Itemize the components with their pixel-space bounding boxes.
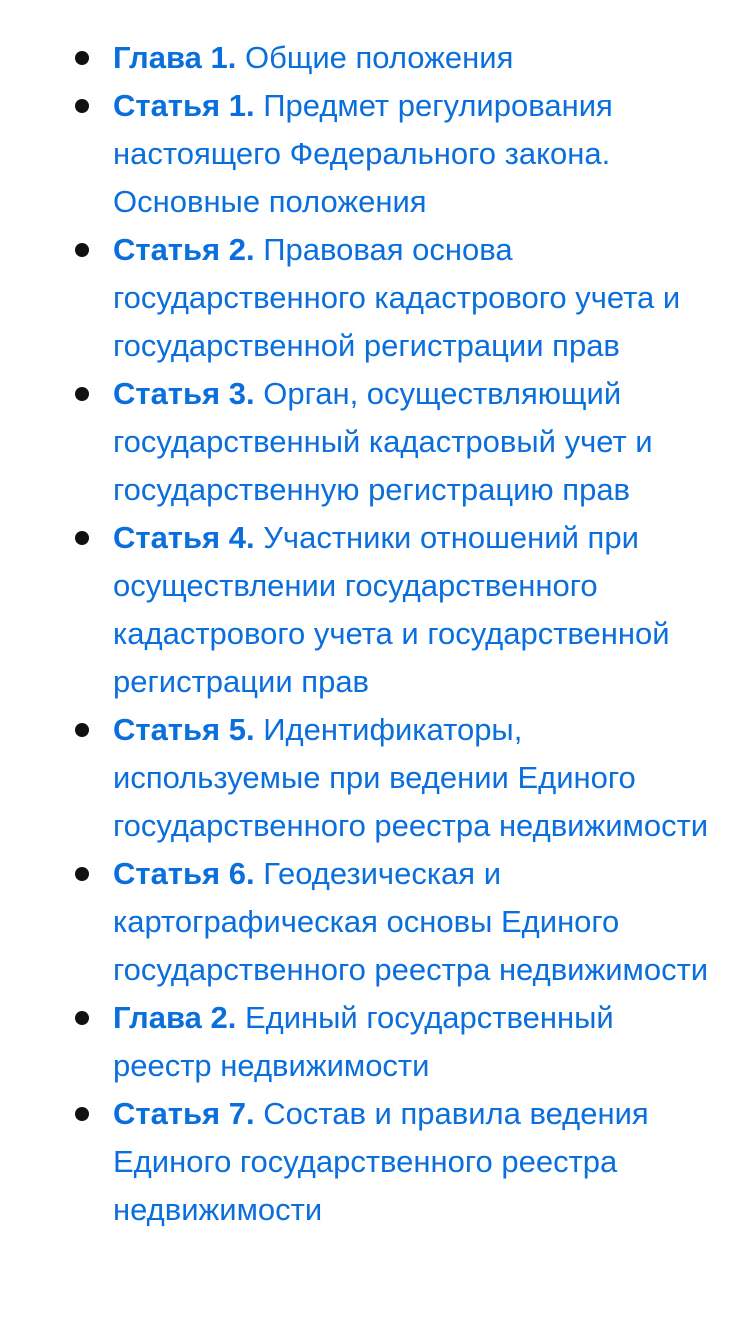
toc-item-article-7 (0, 1090, 750, 1234)
toc-item-title: Орган, осуществляющий государственный кадастровый учет и государственную регистрацию прав (113, 376, 653, 507)
toc-item-title: Предмет регулирования настоящего Федерального закона. Основные положения (113, 88, 613, 219)
bullet-icon (75, 51, 89, 65)
toc-item-article-4 (0, 514, 750, 706)
toc-item-title: Состав и правила ведения Единого государственного реестра недвижимости (113, 1096, 649, 1227)
bullet-icon (75, 243, 89, 257)
bullet-icon (75, 867, 89, 881)
toc-item-title: Общие положения (244, 40, 514, 75)
toc-item-label: Статья 4. (113, 520, 255, 555)
toc-item-label: Статья 7. (113, 1096, 255, 1131)
bullet-icon (75, 531, 89, 545)
toc-link-article-4[interactable] (113, 520, 670, 699)
toc-item-article-1 (0, 82, 750, 226)
toc-link-article-6[interactable] (113, 856, 708, 987)
bullet-icon (75, 1011, 89, 1025)
toc-item-label: Статья 5. (113, 712, 255, 747)
toc-item-title: Правовая основа государственного кадастрового учета и государственной регистрации прав (113, 232, 681, 363)
toc-link-chapter-2[interactable] (113, 1000, 614, 1083)
toc-item-chapter-2 (0, 994, 750, 1090)
toc-item-article-5 (0, 706, 750, 850)
toc-item-chapter-1 (0, 34, 750, 82)
toc-item-article-2 (0, 226, 750, 370)
toc-item-label: Статья 2. (113, 232, 255, 267)
toc-link-article-5[interactable] (113, 712, 708, 843)
toc-item-title: Единый государственный реестр недвижимости (113, 1000, 614, 1083)
toc-item-article-3 (0, 370, 750, 514)
toc-link-article-3[interactable] (113, 376, 653, 507)
toc-link-article-2[interactable] (113, 232, 680, 363)
toc-item-label: Глава 1. (113, 40, 237, 75)
toc-item-label: Статья 6. (113, 856, 255, 891)
toc-item-title: Участники отношений при осуществлении государственного кадастрового учета и государственной регистрации прав (113, 520, 670, 699)
bullet-icon (75, 99, 89, 113)
toc-item-label: Статья 1. (113, 88, 255, 123)
toc-link-chapter-1[interactable] (113, 40, 513, 75)
toc-item-title: Идентификаторы, используемые при ведении Единого государственного реестра недвижимости (113, 712, 709, 843)
toc-item-title: Геодезическая и картографическая основы Единого государственного реестра недвижимости (113, 856, 709, 987)
bullet-icon (75, 387, 89, 401)
toc-link-article-7[interactable] (113, 1096, 649, 1227)
toc-item-article-6 (0, 850, 750, 994)
bullet-icon (75, 1107, 89, 1121)
toc-item-label: Статья 3. (113, 376, 255, 411)
bullet-icon (75, 723, 89, 737)
toc-item-label: Глава 2. (113, 1000, 237, 1035)
toc-link-article-1[interactable] (113, 88, 613, 219)
